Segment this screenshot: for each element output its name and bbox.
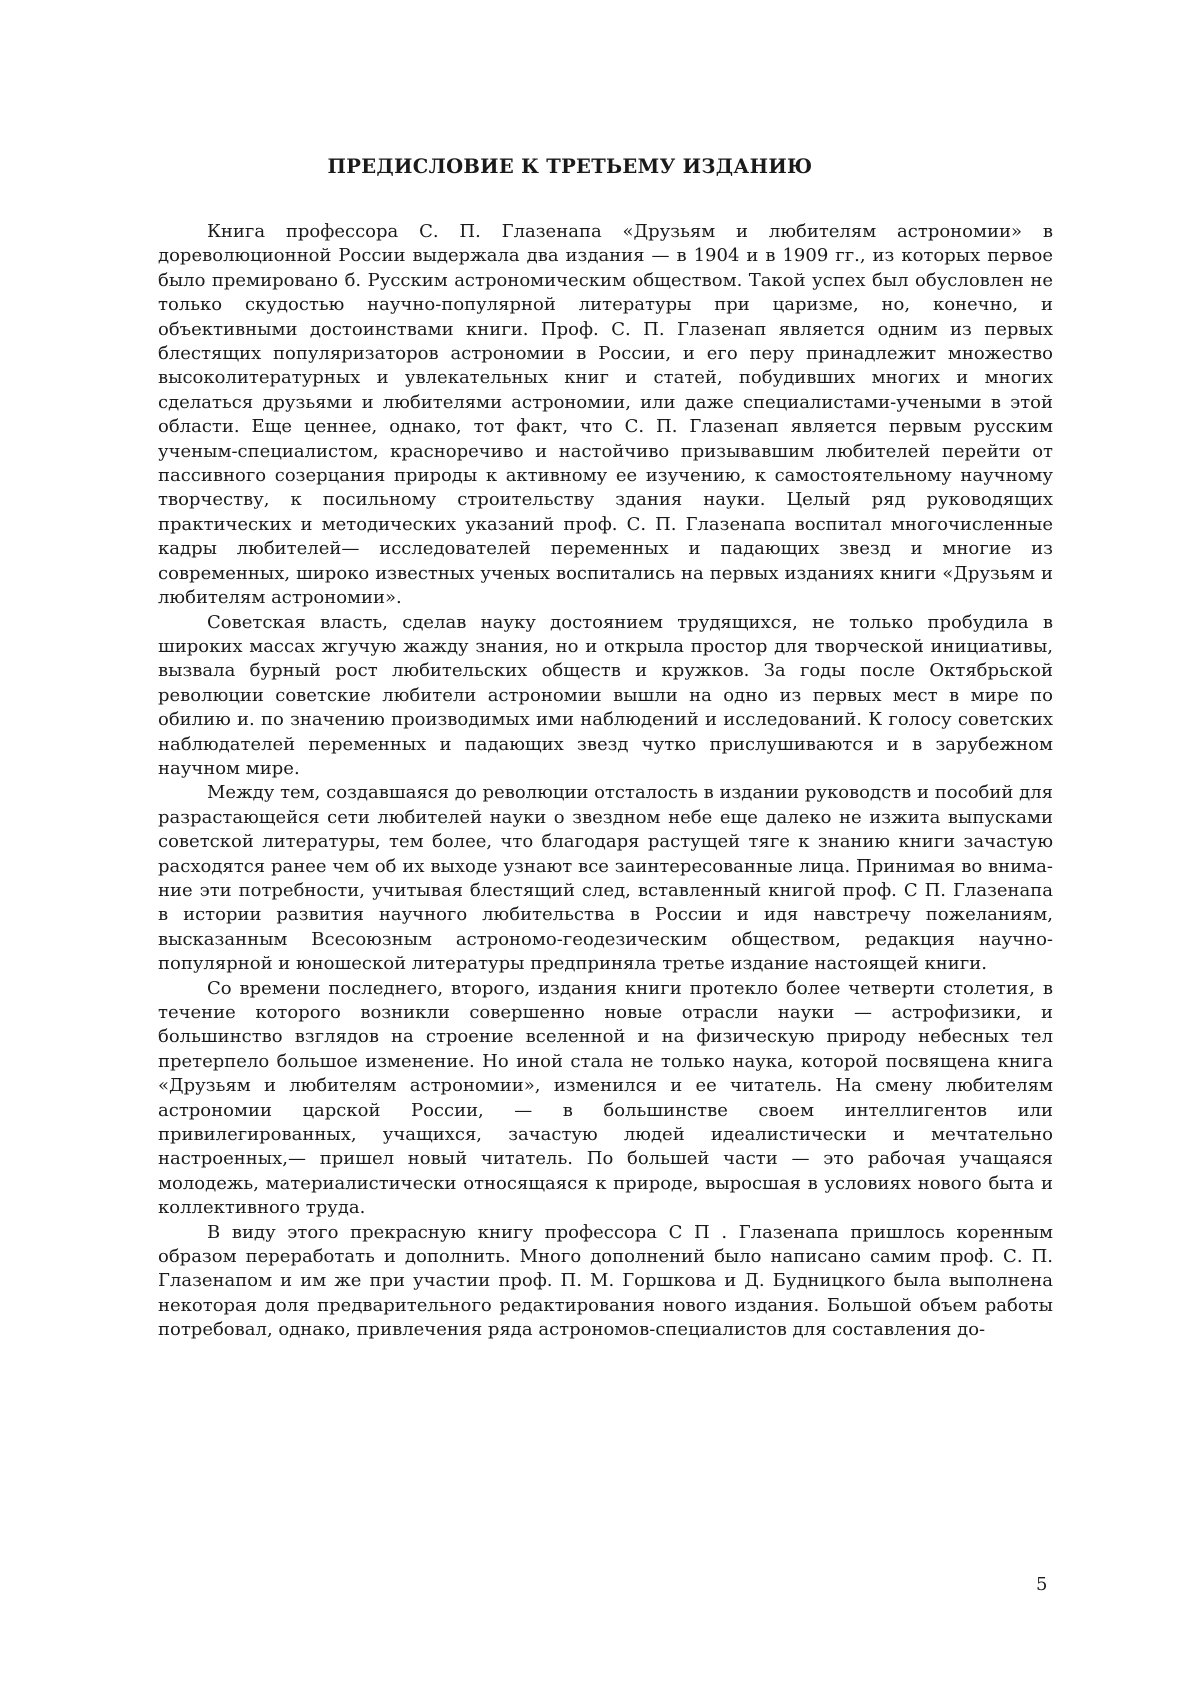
page-number: 5 [1036, 1574, 1048, 1595]
body-text [158, 220, 1053, 1343]
paragraph-2: Советская власть, сделав науку достоянием трудящихся, не только пробудила в широких массах жгучую жажду знания, но и открыла простор для творческой инициативы, вызвала бурный рост любительских обществ и кружков. За годы после Октябрьской революции советские любители астрономии вышли на одно из первых мест в мире по обилию и. по значению производимых ими наблюдений и исследований. К голосу советских наблюдателей переменных и падающих звезд чутко прислушиваются и в зарубежном научном мире. [158, 611, 1053, 779]
paragraph-1: Книга профессора С. П. Глазенапа «Друзьям и любителям астрономии» в дореволюционной России выдержала два издания — в 1904 и в 1909 гг., из которых первое было премировано б. Русским астрономическим обществом. Такой успех был обусловлен не только скудостью научно-популярной литературы при царизме, но, конечно, и объективными достоинствами книги. Проф. С. П. Глазенап является одним из первых блестящих популяризаторов астрономии в России, и его перу принадлежит множество высоколитературных и увлекательных книг и статей, побудивших многих и многих сделаться друзьями и любителями астрономии, или даже специалистами-учеными в этой области. Еще ценнее, однако, тот факт, что С. П. Глазенап является первым русским ученым-специалистом, красноречиво и настойчиво призывавшим любителей перейти от пассивного созерцания природы к активному ее изучению, к самостоятельному научному творчеству, к посильному строительству здания науки. Целый ряд руководящих практических и методических указаний проф. С. П. Глазенапа воспитал многочисленные кадры любителей— исследователей переменных и падающих звезд и многие из современных, широко известных ученых воспитались на первых изданиях книги «Друзьям и любителям астрономии». [158, 221, 1053, 609]
page-title: ПРЕДИСЛОВИЕ К ТРЕТЬЕМУ ИЗДАНИЮ [327, 155, 813, 178]
paragraph-3: Между тем, создавшаяся до революции отсталость в издании руководств и пособий для разрастающейся сети любителей науки о звездном небе еще далеко не изжита выпусками советской литературы, тем более, что благодаря растущей тяге к знанию книги зачастую расходятся ранее чем об их выходе узнают все заинтересованные лица. Принимая во внимание эти потребности, учитывая блестящий след, вставленный книгой проф. С П. Глазенапа в истории развития научного любительства в России и идя навстречу пожеланиям, высказанным Всесоюзным астрономо-геодезическим обществом, редакция научно-популярной и юношеской литературы предприняла третье издание настоящей книги. [158, 782, 1053, 975]
paragraph-5: В виду этого прекрасную книгу профессора С П . Глазенапа пришлось коренным образом переработать и дополнить. Много дополнений было написано самим проф. С. П. Глазенапом и им же при участии проф. П. М. Горшкова и Д. Будницкого была выполнена некоторая доля предварительного редактирования нового издания. Большой объем работы потребовал, однако, привлечения ряда астрономов-специалистов для составления до- [158, 1221, 1053, 1341]
paragraph-4: Со времени последнего, второго, издания книги протекло более четверти столетия, в течение которого возникли совершенно новые отрасли науки — астрофизики, и большинство взглядов на строение вселенной и на физическую природу небесных тел претерпело большое изменение. Но иной стала не только наука, которой посвящена книга «Друзьям и любителям астрономии», изменился и ее читатель. На смену любителям астрономии царской России, — в большинстве своем интеллигентов или привилегированных, учащихся, зачастую людей идеалистически и мечтательно настроенных,— пришел новый читатель. По большей части — это рабочая учащаяся молодежь, материалистически относящаяся к природе, выросшая в условиях нового быта и коллективного труда. [158, 977, 1053, 1219]
